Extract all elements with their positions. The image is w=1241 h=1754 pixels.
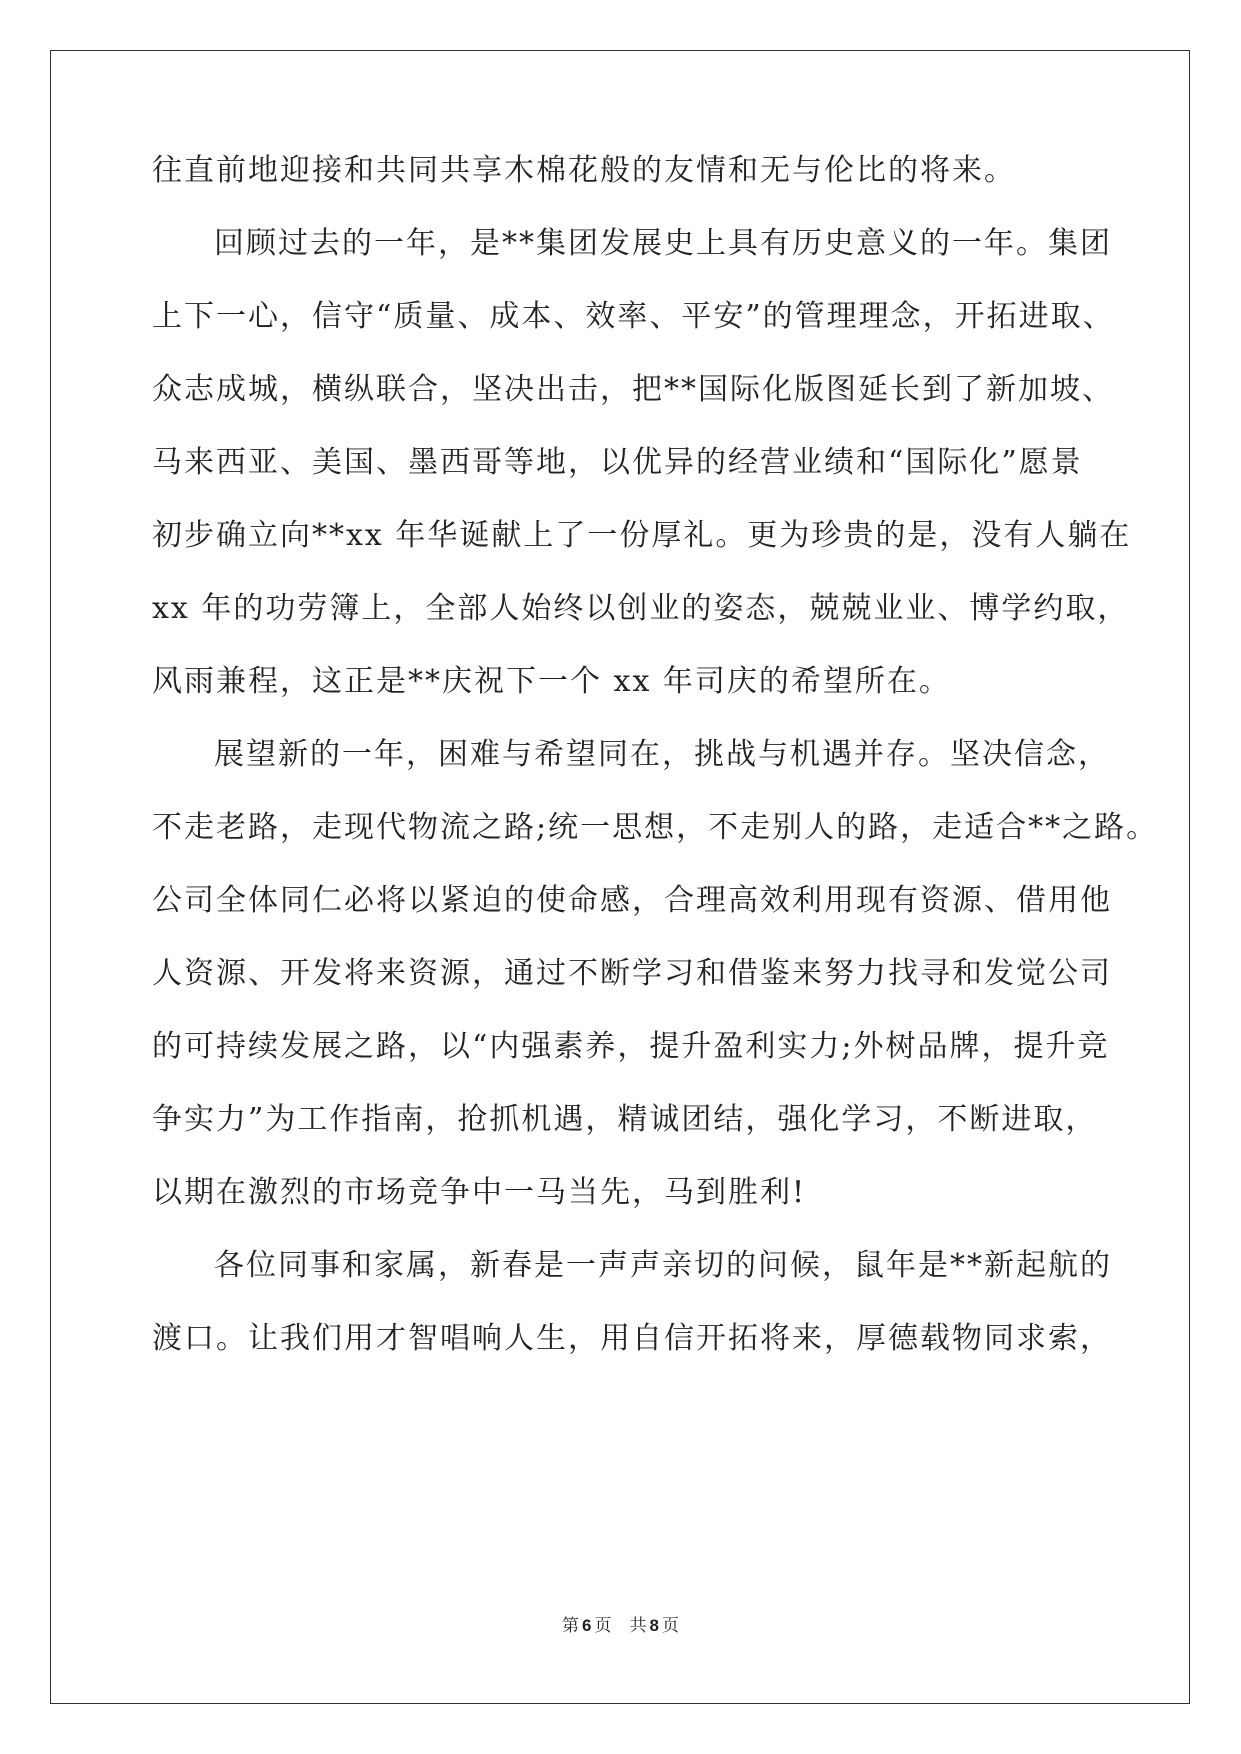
total-page-number: 8 xyxy=(649,1616,659,1635)
text-line-6: 初步确立向**xx 年华诞献上了一份厚礼。更为珍贵的是，没有人躺在 xyxy=(152,518,1132,553)
total-label-suffix: 页 xyxy=(661,1616,679,1636)
total-label-prefix: 共 xyxy=(629,1616,647,1636)
text-line-4: 众志成城，横纵联合，坚决出击，把**国际化版图延长到了新加坡、 xyxy=(152,372,1114,407)
text-line-3: 上下一心，信守“质量、成本、效率、平安”的管理理念，开拓进取、 xyxy=(152,299,1115,334)
page-label-suffix: 页 xyxy=(594,1616,612,1636)
text-line-15: 以期在激烈的市场竞争中一马当先，马到胜利! xyxy=(152,1175,807,1210)
text-line-5: 马来西亚、美国、墨西哥等地，以优异的经营业绩和“国际化”愿景 xyxy=(152,445,1083,480)
paragraph-start-1: 回顾过去的一年，是**集团发展史上具有历史意义的一年。集团 xyxy=(214,226,1112,261)
page-label-prefix: 第 xyxy=(562,1616,580,1636)
text-line-10: 不走老路，走现代物流之路;统一思想，不走别人的路，走适合**之路。 xyxy=(152,810,1159,845)
paragraph-start-3: 各位同事和家属，新春是一声声亲切的问候，鼠年是**新起航的 xyxy=(214,1248,1112,1283)
text-line-14: 争实力”为工作指南，抢抓机遇，精诚团结，强化学习，不断进取， xyxy=(152,1102,1098,1137)
text-line-12: 人资源、开发将来资源，通过不断学习和借鉴来努力找寻和发觉公司 xyxy=(152,956,1112,991)
text-line-7: xx 年的功劳簿上，全部人始终以创业的姿态，兢兢业业、博学约取， xyxy=(152,591,1130,626)
paragraph-start-2: 展望新的一年，困难与希望同在，挑战与机遇并存。坚决信念， xyxy=(214,737,1110,772)
current-page-number: 6 xyxy=(582,1616,592,1635)
text-line-1: 往直前地迎接和共同共享木棉花般的友情和无与伦比的将来。 xyxy=(152,153,1016,188)
text-line-11: 公司全体同仁必将以紧迫的使命感，合理高效利用现有资源、借用他 xyxy=(152,883,1112,918)
text-line-13: 的可持续发展之路，以“内强素养，提升盈利实力;外树品牌，提升竞 xyxy=(152,1029,1110,1064)
text-line-17: 渡口。让我们用才智唱响人生，用自信开拓将来，厚德载物同求索， xyxy=(152,1321,1112,1356)
page-footer xyxy=(0,1614,1241,1638)
text-line-8: 风雨兼程，这正是**庆祝下一个 xx 年司庆的希望所在。 xyxy=(152,664,951,699)
